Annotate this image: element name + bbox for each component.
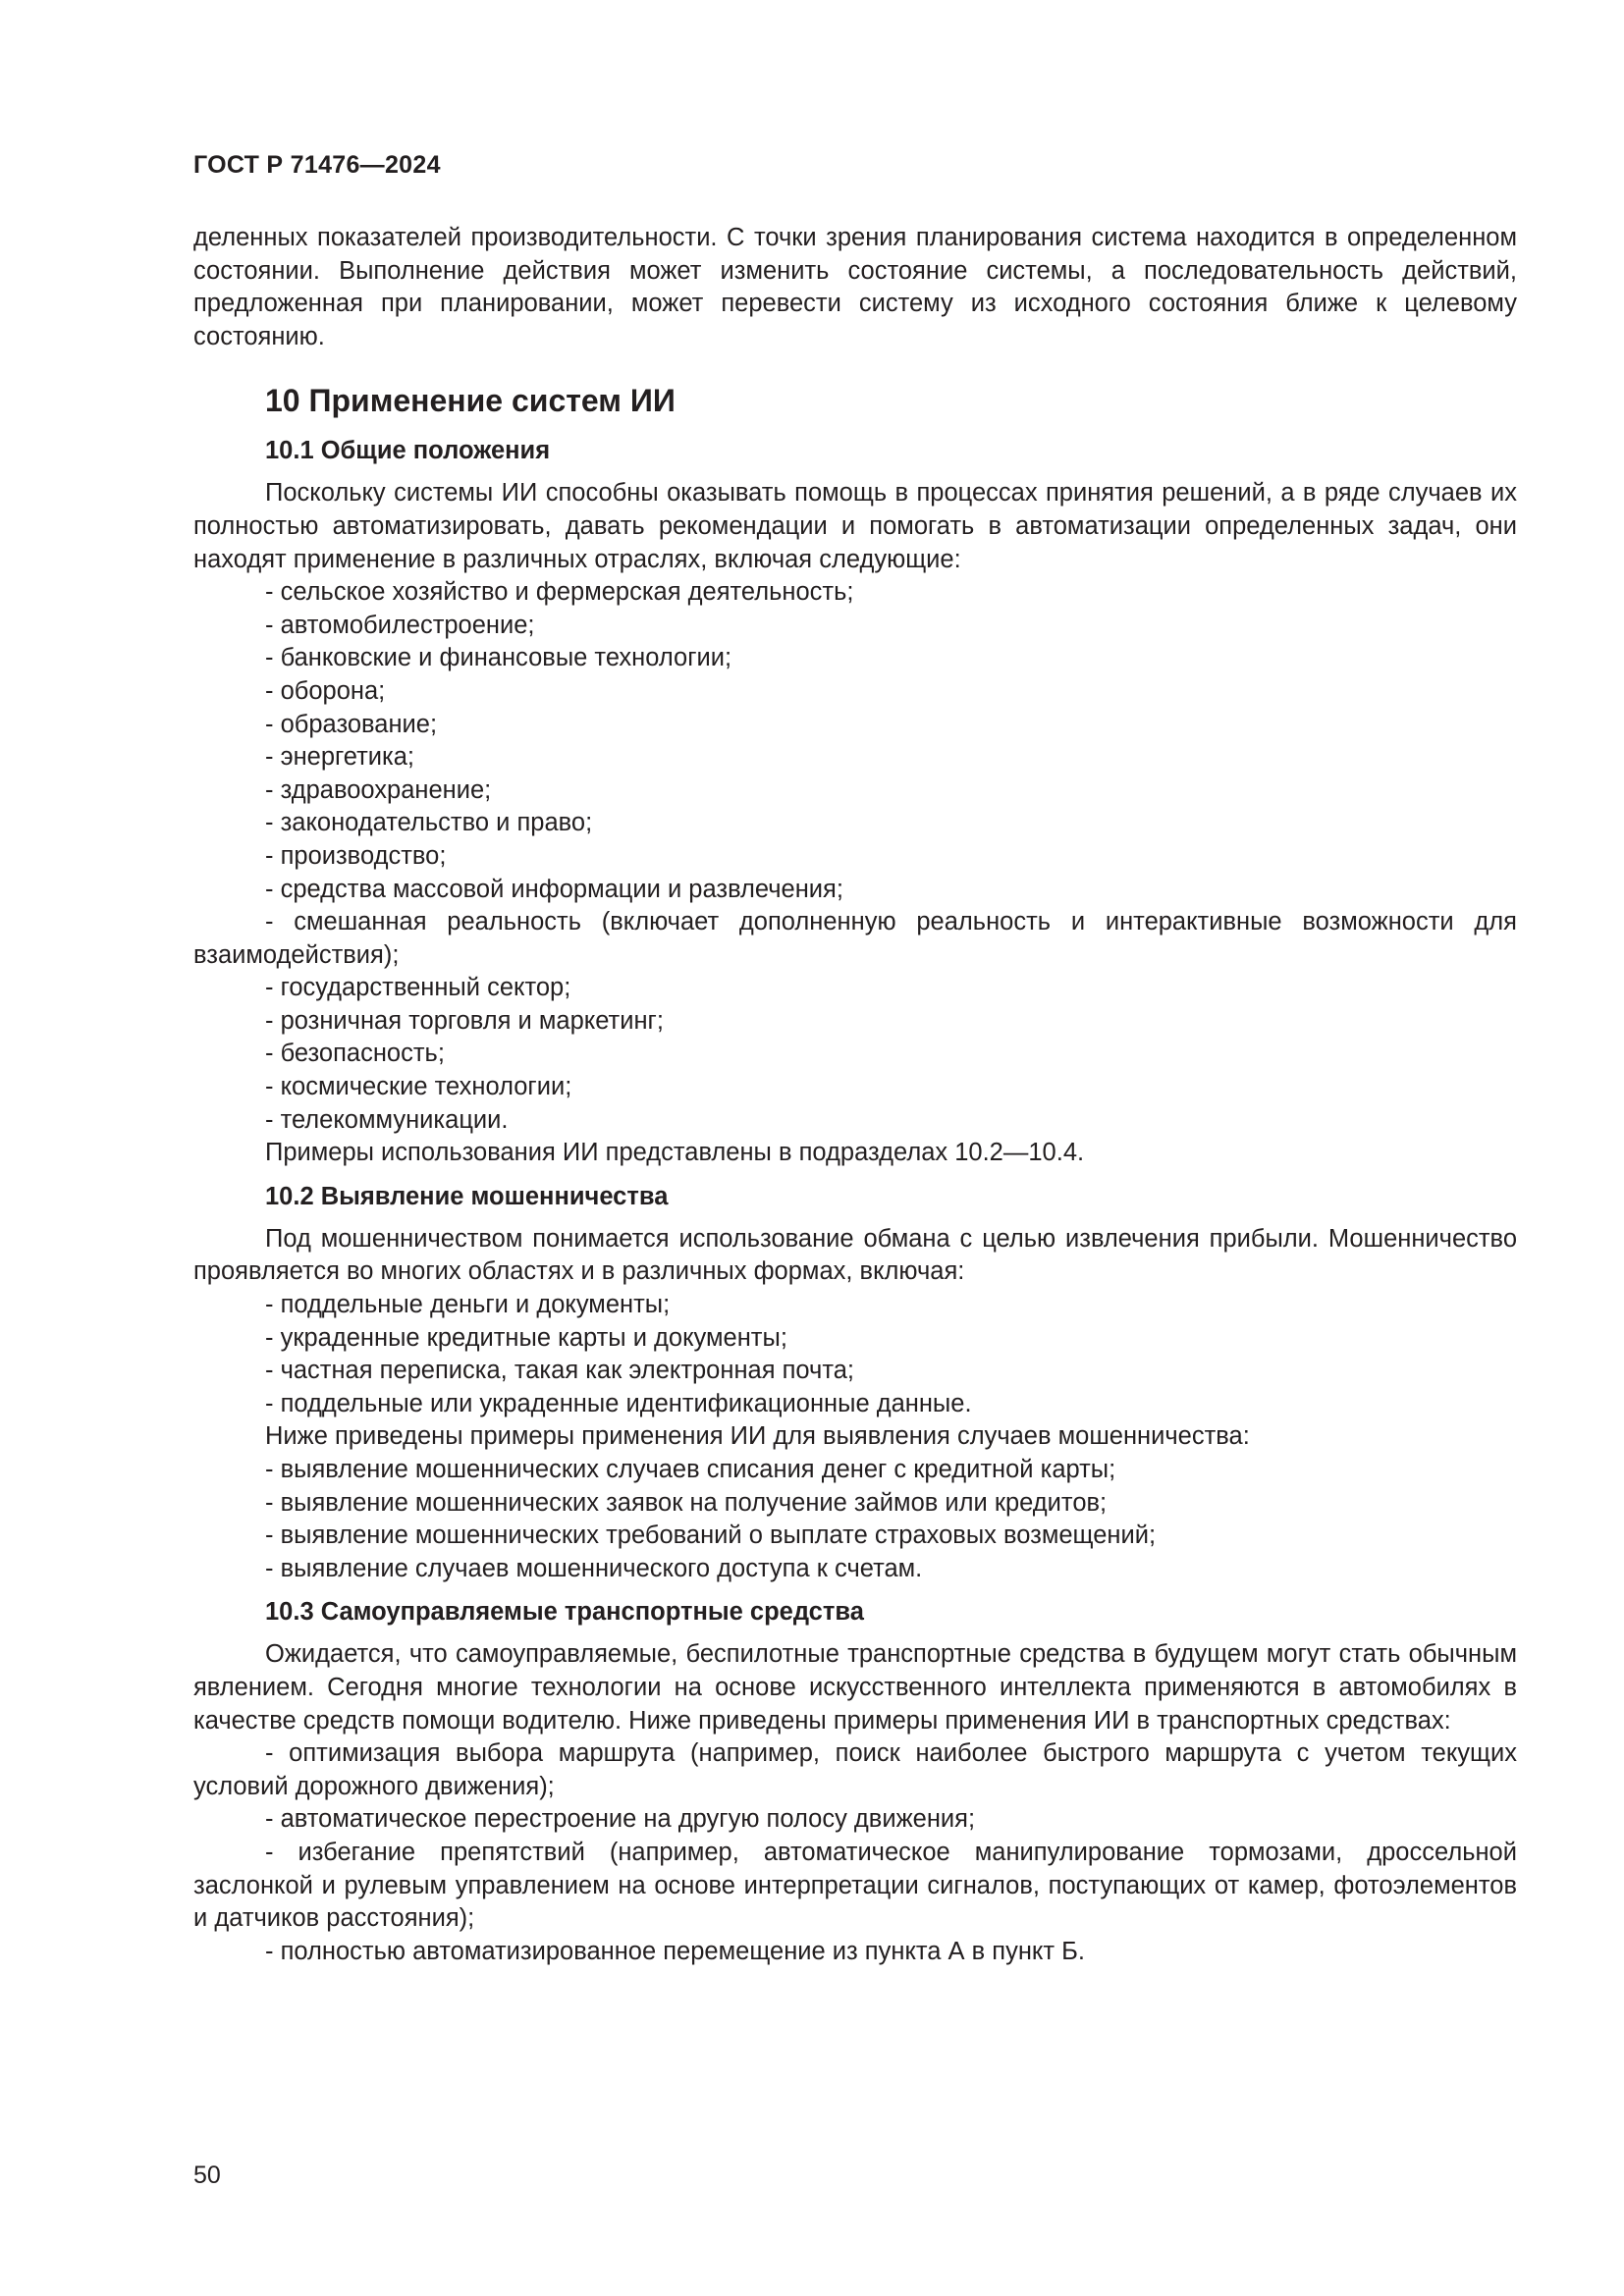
list-item: - автоматическое перестроение на другую полосу движения; xyxy=(265,1805,976,1834)
list-item: - автомобилестроение; xyxy=(265,611,535,639)
paragraph-10-2: Под мошенничеством понимается использование обмана с целью извлечения прибыли. Мошенничество проявляется во многих областях и в различных формах, включая: xyxy=(193,1224,1517,1286)
list-item: - выявление случаев мошеннического доступа к счетам. xyxy=(265,1554,923,1582)
page-number: 50 xyxy=(193,2162,221,2189)
list-item: - полностью автоматизированное перемещение из пункта А в пункт Б. xyxy=(265,1937,1085,1965)
subsection-title-10-1: 10.1 Общие положения xyxy=(265,437,551,465)
paragraph-10-2-examples: Ниже приведены примеры применения ИИ для выявления случаев мошенничества: xyxy=(265,1422,1250,1451)
list-item: - смешанная реальность (включает дополненную реальность и интерактивные возможности для взаимодействия); xyxy=(193,908,1517,969)
list-item: - сельское хозяйство и фермерская деятельность; xyxy=(265,578,854,607)
page-content xyxy=(193,222,1517,1968)
list-item: - средства массовой информации и развлечения; xyxy=(265,875,843,903)
list-item: - государственный сектор; xyxy=(265,974,571,1002)
paragraph-10-1: Поскольку системы ИИ способны оказывать помощь в процессах принятия решений, а в ряде случаев их полностью автоматизировать, давать рекомендации и помогать в автоматизации определенных задач, они находят применение в различных отраслях, включая следующие: xyxy=(193,479,1517,573)
list-item: - банковские и финансовые технологии; xyxy=(265,644,732,672)
list-item: - розничная торговля и маркетинг; xyxy=(265,1006,664,1035)
list-item: - поддельные или украденные идентификационные данные. xyxy=(265,1389,972,1417)
paragraph-10-3: Ожидается, что самоуправляемые, беспилотные транспортные средства в будущем могут стать обычным явлением. Сегодня многие технологии на основе искусственного интеллекта применяются в автомобилях в качестве средств помощи водителю. Ниже приведены примеры применения ИИ в транспортных средствах: xyxy=(193,1640,1517,1735)
subsection-title-10-2: 10.2 Выявление мошенничества xyxy=(265,1182,669,1210)
list-item: - выявление мошеннических случаев списания денег с кредитной карты; xyxy=(265,1456,1116,1483)
list-item: - космические технологии; xyxy=(265,1073,572,1101)
list-item: - поддельные деньги и документы; xyxy=(265,1291,671,1319)
list-item: - оптимизация выбора маршрута (например, поиск наиболее быстрого маршрута с учетом текущих условий дорожного движения); xyxy=(193,1739,1517,1800)
list-item: - оборона; xyxy=(265,676,386,705)
list-item: - телекоммуникации. xyxy=(265,1105,509,1134)
list-item: - частная переписка, такая как электронная почта; xyxy=(265,1357,854,1385)
list-item: - выявление мошеннических заявок на получение займов или кредитов; xyxy=(265,1488,1108,1517)
list-item: - образование; xyxy=(265,710,438,738)
list-item: - безопасность; xyxy=(265,1040,445,1068)
list-item: - энергетика; xyxy=(265,743,415,772)
list-item: - избегание препятствий (например, автоматическое манипулирование тормозами, дроссельной заслонкой и рулевым управлением на основе интерпретации сигналов, поступающих от камер, фотоэлементов и датчиков расстояния); xyxy=(193,1838,1517,1933)
subsection-title-10-3: 10.3 Самоуправляемые транспортные средства xyxy=(265,1598,864,1627)
list-item: - выявление мошеннических требований о выплате страховых возмещений; xyxy=(265,1522,1157,1550)
intro-paragraph: деленных показателей производительности. С точки зрения планирования система находится в определенном состоянии. Выполнение действия может изменить состояние системы, а последовательность действий, предложенная при планировании, может перевести систему из исходного состояния ближе к целевому состоянию. xyxy=(193,224,1517,350)
list-item: - законодательство и право; xyxy=(265,809,593,837)
list-item: - производство; xyxy=(265,841,447,870)
section-title: 10 Применение систем ИИ xyxy=(265,383,676,419)
closing-paragraph-10-1: Примеры использования ИИ представлены в подразделах 10.2—10.4. xyxy=(265,1139,1085,1167)
list-item: - украденные кредитные карты и документы; xyxy=(265,1323,787,1352)
list-item: - здравоохранение; xyxy=(265,775,492,804)
document-header: ГОСТ Р 71476—2024 xyxy=(193,151,441,179)
